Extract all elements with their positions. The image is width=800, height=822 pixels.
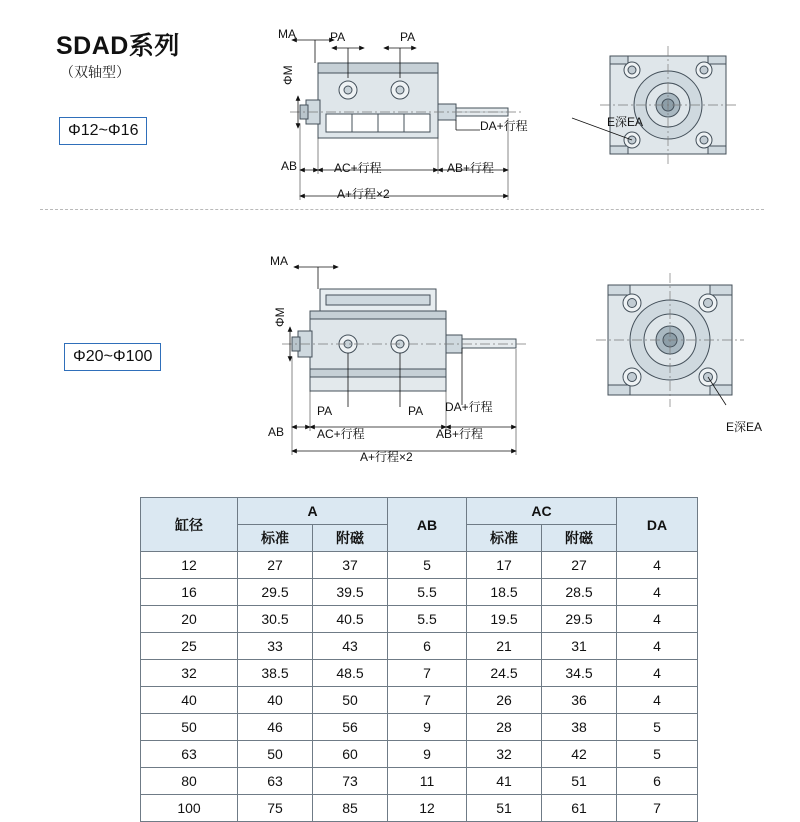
table-row xyxy=(141,606,698,633)
cell-ab: 5 xyxy=(388,552,467,579)
cell-da: 4 xyxy=(617,552,698,579)
cell-a-magnetic: 40.5 xyxy=(313,606,388,633)
cell-ac-standard: 19.5 xyxy=(467,606,542,633)
cell-a-standard: 33 xyxy=(238,633,313,660)
cell-a-standard: 29.5 xyxy=(238,579,313,606)
table-row xyxy=(141,552,698,579)
cell-ac-magnetic: 38 xyxy=(542,714,617,741)
cell-a-magnetic: 60 xyxy=(313,741,388,768)
cell-a-standard: 38.5 xyxy=(238,660,313,687)
drawing-side-view-2 xyxy=(260,245,780,485)
label-pa-right-2: PA xyxy=(408,404,424,418)
cell-cylinder: 25 xyxy=(141,633,238,660)
cell-ac-magnetic: 31 xyxy=(542,633,617,660)
cell-a-standard: 75 xyxy=(238,795,313,822)
cell-ac-standard: 18.5 xyxy=(467,579,542,606)
label-ma-2: MA xyxy=(270,254,288,268)
cell-a-standard: 30.5 xyxy=(238,606,313,633)
cell-a-magnetic: 43 xyxy=(313,633,388,660)
cell-a-standard: 40 xyxy=(238,687,313,714)
cell-a-standard: 27 xyxy=(238,552,313,579)
dimension-table xyxy=(140,497,698,822)
table-row xyxy=(141,687,698,714)
cell-cylinder: 50 xyxy=(141,714,238,741)
cell-cylinder: 12 xyxy=(141,552,238,579)
th-ab: AB xyxy=(388,498,467,552)
cell-da: 4 xyxy=(617,606,698,633)
cell-a-magnetic: 37 xyxy=(313,552,388,579)
th-a-standard: 标准 xyxy=(238,525,313,552)
cell-ab: 11 xyxy=(388,768,467,795)
cell-da: 6 xyxy=(617,768,698,795)
table-row xyxy=(141,768,698,795)
th-ac-magnetic: 附磁 xyxy=(542,525,617,552)
label-phi-m-2: ΦM xyxy=(273,307,287,327)
cell-cylinder: 100 xyxy=(141,795,238,822)
cell-ab: 5.5 xyxy=(388,606,467,633)
cell-ab: 7 xyxy=(388,660,467,687)
label-e-depth-1: E深EA xyxy=(607,115,644,129)
label-phi-m-1: ΦM xyxy=(281,65,295,85)
label-da-stroke-2: DA+行程 xyxy=(445,400,493,414)
table-row xyxy=(141,660,698,687)
label-pa-left-1: PA xyxy=(330,30,346,44)
cell-a-magnetic: 48.5 xyxy=(313,660,388,687)
cell-ac-magnetic: 28.5 xyxy=(542,579,617,606)
cell-ab: 6 xyxy=(388,633,467,660)
cell-ac-standard: 24.5 xyxy=(467,660,542,687)
cell-ac-magnetic: 36 xyxy=(542,687,617,714)
th-a: A xyxy=(238,498,388,525)
cell-cylinder: 40 xyxy=(141,687,238,714)
label-pa-right-1: PA xyxy=(400,30,416,44)
label-ma-1: MA xyxy=(278,27,296,41)
label-da-stroke-1: DA+行程 xyxy=(480,119,528,133)
cell-cylinder: 32 xyxy=(141,660,238,687)
table-row xyxy=(141,714,698,741)
size-range-badge-1: Φ12~Φ16 xyxy=(59,117,147,145)
cell-da: 4 xyxy=(617,687,698,714)
cell-a-magnetic: 85 xyxy=(313,795,388,822)
cell-da: 5 xyxy=(617,714,698,741)
cell-ab: 9 xyxy=(388,714,467,741)
cell-ac-magnetic: 27 xyxy=(542,552,617,579)
label-a-stroke-x2-1: A+行程×2 xyxy=(337,187,390,201)
cell-cylinder: 63 xyxy=(141,741,238,768)
cell-a-standard: 46 xyxy=(238,714,313,741)
table-row xyxy=(141,579,698,606)
cell-ac-magnetic: 42 xyxy=(542,741,617,768)
cell-ac-standard: 41 xyxy=(467,768,542,795)
cell-ac-standard: 21 xyxy=(467,633,542,660)
cell-ab: 5.5 xyxy=(388,579,467,606)
cell-ac-magnetic: 34.5 xyxy=(542,660,617,687)
th-da: DA xyxy=(617,498,698,552)
cell-da: 7 xyxy=(617,795,698,822)
table-row xyxy=(141,741,698,768)
label-e-depth-2: E深EA xyxy=(726,420,763,434)
label-a-stroke-x2-2: A+行程×2 xyxy=(360,450,413,464)
cell-a-magnetic: 73 xyxy=(313,768,388,795)
th-cylinder: 缸径 xyxy=(141,498,238,552)
cell-cylinder: 20 xyxy=(141,606,238,633)
dimension-table-wrapper xyxy=(140,497,698,822)
page-title: SDAD系列 xyxy=(56,32,180,60)
cell-a-magnetic: 50 xyxy=(313,687,388,714)
cell-cylinder: 16 xyxy=(141,579,238,606)
cell-a-magnetic: 39.5 xyxy=(313,579,388,606)
table-body xyxy=(141,552,698,822)
cell-da: 4 xyxy=(617,579,698,606)
cell-ac-standard: 51 xyxy=(467,795,542,822)
cell-ab: 12 xyxy=(388,795,467,822)
cell-ac-magnetic: 61 xyxy=(542,795,617,822)
table-row xyxy=(141,633,698,660)
cell-ac-standard: 28 xyxy=(467,714,542,741)
page-subtitle: （双轴型） xyxy=(60,64,130,80)
cell-ab: 9 xyxy=(388,741,467,768)
th-a-magnetic: 附磁 xyxy=(313,525,388,552)
table-row xyxy=(141,795,698,822)
table-header-row-1 xyxy=(141,498,698,525)
cell-a-standard: 63 xyxy=(238,768,313,795)
cell-ac-standard: 26 xyxy=(467,687,542,714)
cell-da: 4 xyxy=(617,633,698,660)
label-ac-stroke-2: AC+行程 xyxy=(317,427,365,441)
th-ac-standard: 标准 xyxy=(467,525,542,552)
th-ac: AC xyxy=(467,498,617,525)
cell-ac-standard: 32 xyxy=(467,741,542,768)
label-ac-stroke-1: AC+行程 xyxy=(334,161,382,175)
label-ab-stroke-1: AB+行程 xyxy=(447,161,495,175)
cell-a-magnetic: 56 xyxy=(313,714,388,741)
label-ab-2: AB xyxy=(268,425,285,439)
cell-ab: 7 xyxy=(388,687,467,714)
label-ab-1: AB xyxy=(281,159,298,173)
cell-ac-magnetic: 29.5 xyxy=(542,606,617,633)
cell-da: 4 xyxy=(617,660,698,687)
size-range-badge-2: Φ20~Φ100 xyxy=(64,343,161,371)
label-ab-stroke-2: AB+行程 xyxy=(436,427,484,441)
cell-da: 5 xyxy=(617,741,698,768)
cell-ac-magnetic: 51 xyxy=(542,768,617,795)
cell-cylinder: 80 xyxy=(141,768,238,795)
label-pa-left-2: PA xyxy=(317,404,333,418)
cell-ac-standard: 17 xyxy=(467,552,542,579)
cell-a-standard: 50 xyxy=(238,741,313,768)
